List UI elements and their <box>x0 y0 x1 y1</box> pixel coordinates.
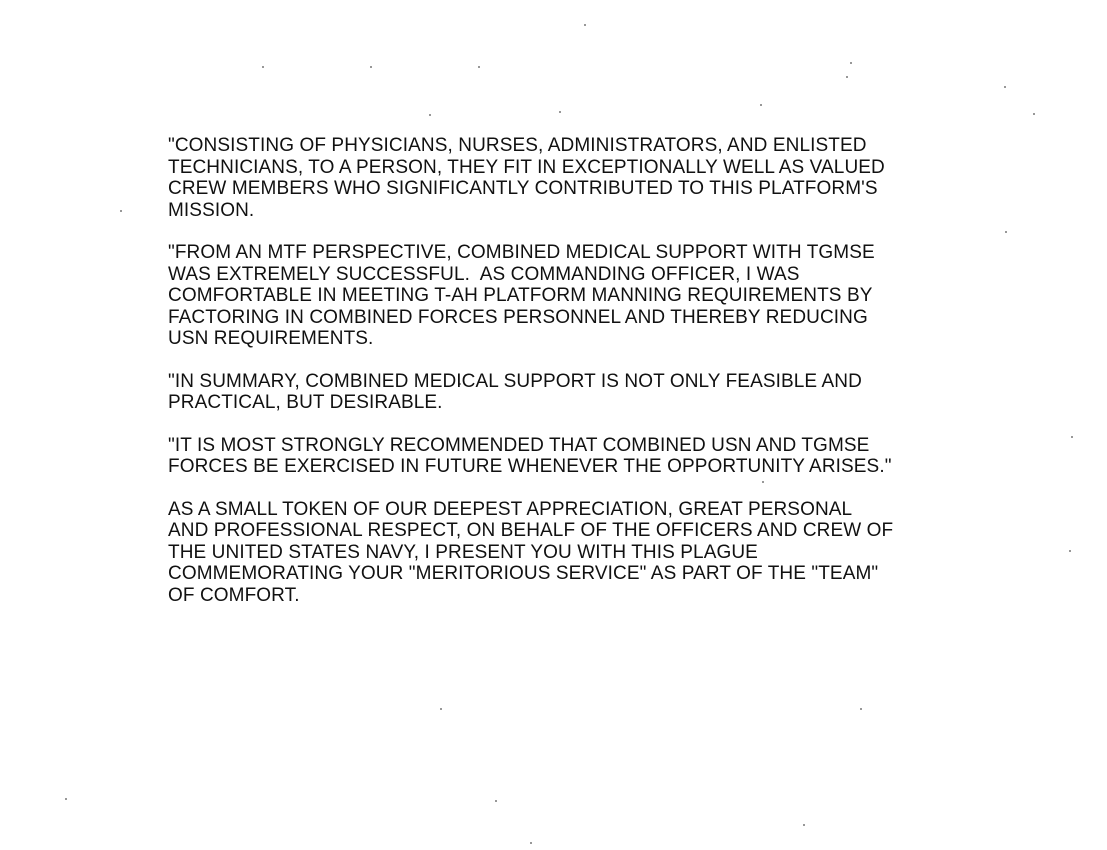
text-line: AS A SMALL TOKEN OF OUR DEEPEST APPRECIATION, GREAT PERSONAL <box>168 498 853 520</box>
scan-speck <box>1069 550 1071 552</box>
scan-speck <box>370 66 372 68</box>
scan-speck <box>760 104 762 106</box>
scan-speck <box>860 708 862 710</box>
text-line: COMMEMORATING YOUR "MERITORIOUS SERVICE" AS PART OF THE "TEAM" <box>168 563 879 584</box>
text-line: "IN SUMMARY, COMBINED MEDICAL SUPPORT IS NOT ONLY FEASIBLE AND <box>168 370 862 392</box>
scan-speck <box>65 798 67 800</box>
paragraph-summary <box>168 371 1048 414</box>
scan-speck <box>1071 436 1073 438</box>
text-line: TECHNICIANS, TO A PERSON, THEY FIT IN EXCEPTIONALLY WELL AS VALUED <box>168 156 885 178</box>
text-line: "CONSISTING OF PHYSICIANS, NURSES, ADMINISTRATORS, AND ENLISTED <box>168 135 867 156</box>
paragraph-crew-composition <box>168 135 1048 221</box>
scan-speck <box>584 24 586 26</box>
scan-speck <box>440 708 442 710</box>
paragraph-mtf-perspective <box>168 242 1048 350</box>
text-line: USN REQUIREMENTS. <box>168 328 374 349</box>
paragraph-appreciation <box>168 499 1048 607</box>
text-line: WAS EXTREMELY SUCCESSFUL. AS COMMANDING OFFICER, I WAS <box>168 263 800 285</box>
scan-speck <box>262 66 264 68</box>
text-line: "FROM AN MTF PERSPECTIVE, COMBINED MEDICAL SUPPORT WITH TGMSE <box>168 242 875 263</box>
scan-speck <box>478 66 480 68</box>
scan-speck <box>495 800 497 802</box>
text-line: THE UNITED STATES NAVY, I PRESENT YOU WITH THIS PLAGUE <box>168 541 758 563</box>
scan-speck <box>120 210 122 212</box>
text-line: OF COMFORT. <box>168 584 300 606</box>
scan-speck <box>803 824 805 826</box>
scan-speck <box>429 114 431 116</box>
scan-speck <box>530 842 532 844</box>
scan-speck <box>559 111 561 113</box>
text-line: COMFORTABLE IN MEETING T-AH PLATFORM MANNING REQUIREMENTS BY <box>168 285 873 306</box>
scan-speck <box>850 62 852 64</box>
text-line: CREW MEMBERS WHO SIGNIFICANTLY CONTRIBUTED TO THIS PLATFORM'S <box>168 178 878 199</box>
text-line: FACTORING IN COMBINED FORCES PERSONNEL AND THEREBY REDUCING <box>168 306 868 328</box>
scan-speck <box>846 76 848 78</box>
text-line: PRACTICAL, BUT DESIRABLE. <box>168 392 443 413</box>
scan-speck <box>1004 86 1006 88</box>
text-line: FORCES BE EXERCISED IN FUTURE WHENEVER THE OPPORTUNITY ARISES." <box>168 456 892 477</box>
text-line: AND PROFESSIONAL RESPECT, ON BEHALF OF THE OFFICERS AND CREW OF <box>168 520 894 541</box>
paragraph-recommendation <box>168 435 1048 478</box>
text-line: "IT IS MOST STRONGLY RECOMMENDED THAT COMBINED USN AND TGMSE <box>168 434 870 456</box>
document-body <box>168 135 1048 627</box>
scan-speck <box>1033 113 1035 115</box>
text-line: MISSION. <box>168 199 255 221</box>
